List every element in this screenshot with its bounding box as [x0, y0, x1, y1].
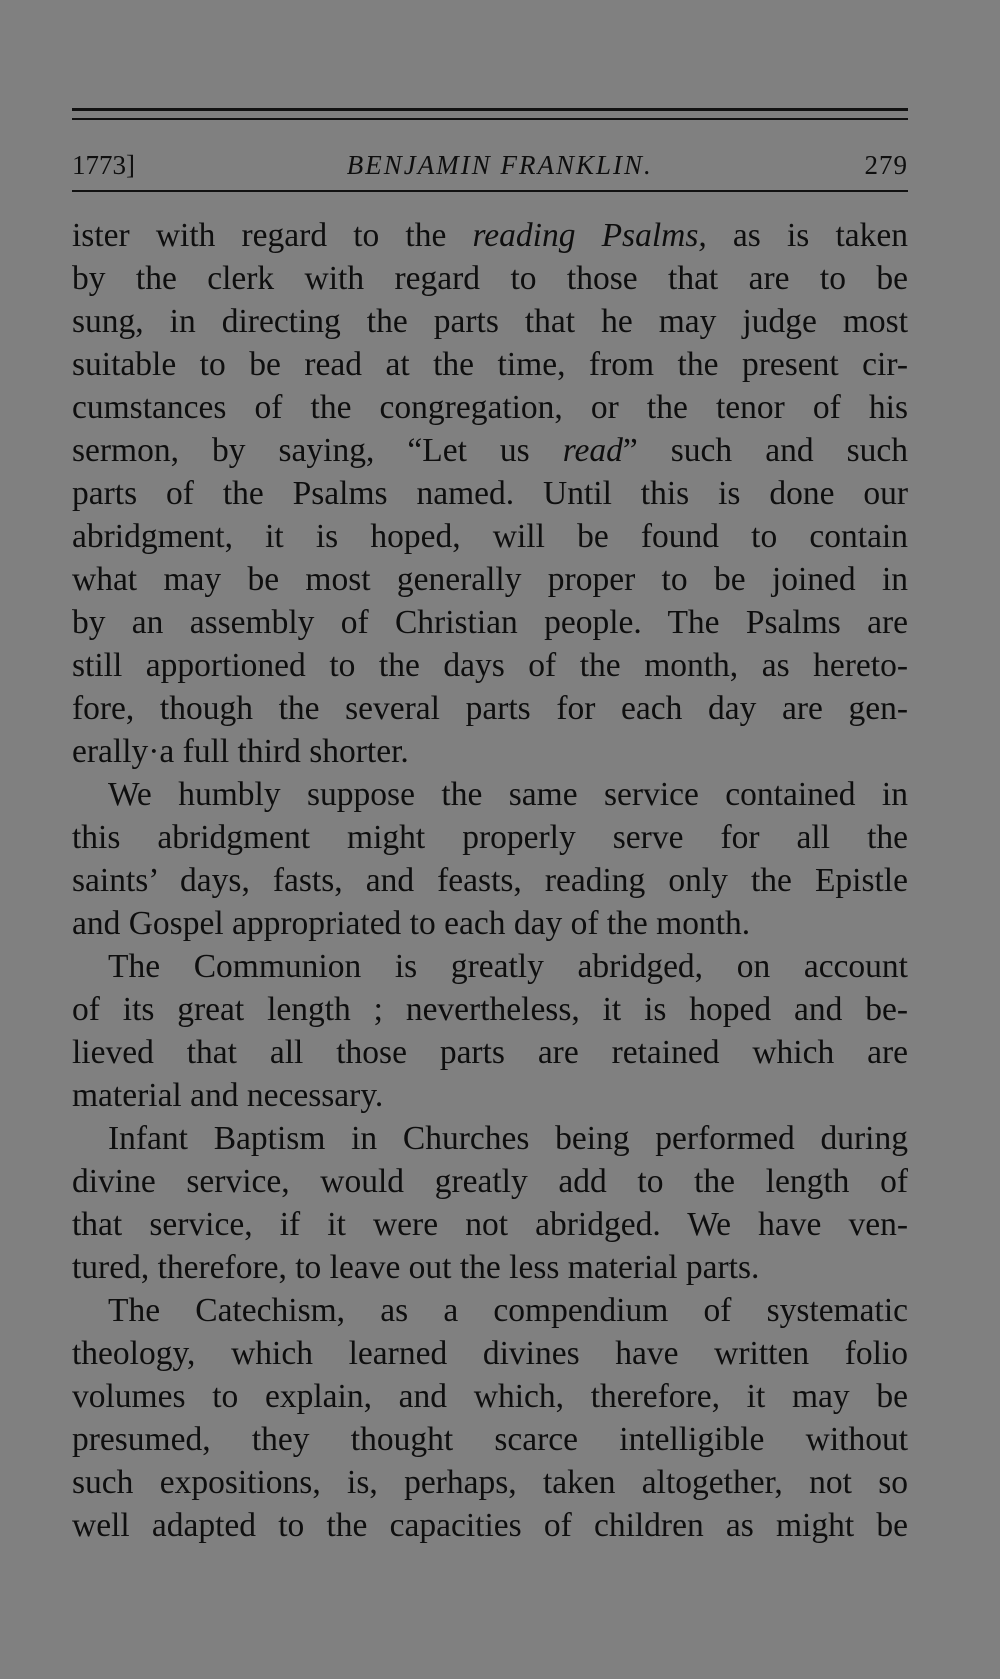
text-line: what may be most generally proper to be joined in: [72, 561, 908, 598]
text-line: this abridgment might properly serve for all the: [72, 819, 908, 856]
text-line: volumes to explain, and which, therefore, it may be: [72, 1378, 908, 1415]
text-line: fore, though the several parts for each day are gen-: [72, 690, 908, 727]
running-head: [72, 150, 908, 190]
text-line: cumstances of the congregation, or the tenor of his: [72, 389, 908, 426]
text-line: presumed, they thought scarce intelligible without: [72, 1421, 908, 1458]
text-line: [72, 214, 908, 257]
body-text: [72, 214, 908, 1547]
text-line: Infant Baptism in Churches being performed during: [108, 1120, 908, 1157]
text-line: material and necessary.: [72, 1077, 384, 1114]
text-fragment: sermon, by saying, “Let us: [72, 432, 563, 469]
text-line: parts of the Psalms named. Until this is done our: [72, 475, 908, 512]
text-line: [72, 429, 908, 472]
text-line: by an assembly of Christian people. The Psalms are: [72, 604, 908, 641]
text-line: tured, therefore, to leave out the less material parts.: [72, 1249, 760, 1286]
text-fragment: ” such and such: [622, 432, 908, 469]
page-number: 279: [864, 150, 908, 180]
header-rule: [72, 190, 908, 192]
text-fragment: ister with regard to the: [72, 217, 473, 254]
text-line: We humbly suppose the same service contained in: [108, 776, 908, 813]
italic-text: reading Psalms,: [472, 217, 707, 254]
header-year: 1773]: [72, 150, 135, 180]
italic-text: read: [562, 432, 623, 469]
text-line: erally·a full third shorter.: [72, 733, 409, 770]
top-rule-second: [72, 118, 908, 120]
text-line: The Catechism, as a compendium of systematic: [108, 1292, 908, 1329]
top-rule: [72, 108, 908, 111]
text-fragment: as is taken: [706, 217, 908, 254]
text-line: sung, in directing the parts that he may judge most: [72, 303, 908, 340]
book-page: [72, 108, 908, 1547]
text-line: abridgment, it is hoped, will be found to contain: [72, 518, 908, 555]
text-line: The Communion is greatly abridged, on account: [108, 948, 908, 985]
text-line: divine service, would greatly add to the length of: [72, 1163, 908, 1200]
text-line: still apportioned to the days of the month, as hereto-: [72, 647, 908, 684]
text-line: lieved that all those parts are retained which are: [72, 1034, 908, 1071]
text-line: theology, which learned divines have written folio: [72, 1335, 908, 1372]
text-line: suitable to be read at the time, from the present cir-: [72, 346, 908, 383]
text-line: saints’ days, fasts, and feasts, reading only the Epistle: [72, 862, 908, 899]
text-line: well adapted to the capacities of children as might be: [72, 1507, 908, 1544]
text-line: by the clerk with regard to those that are to be: [72, 260, 908, 297]
text-line: and Gospel appropriated to each day of the month.: [72, 905, 751, 942]
text-line: of its great length ; nevertheless, it is hoped and be-: [72, 991, 908, 1028]
text-line: such expositions, is, perhaps, taken altogether, not so: [72, 1464, 908, 1501]
text-line: that service, if it were not abridged. We have ven-: [72, 1206, 908, 1243]
header-title: BENJAMIN FRANKLIN.: [346, 150, 653, 180]
